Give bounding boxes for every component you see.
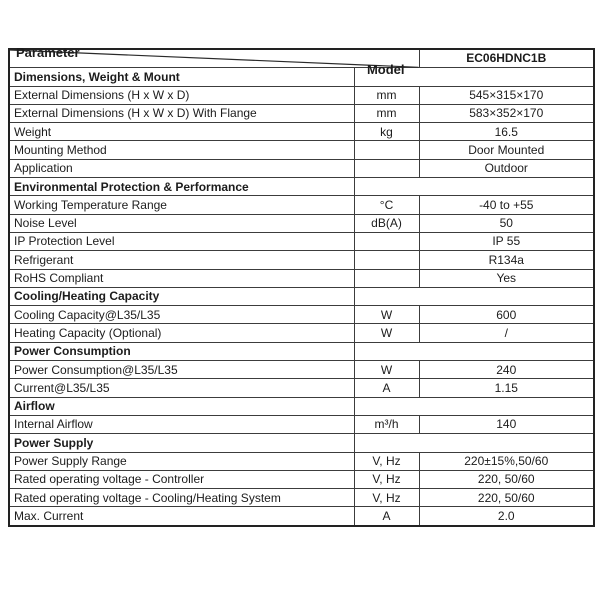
parameter-cell: Rated operating voltage - Controller	[9, 470, 354, 488]
table-row	[9, 324, 594, 342]
table-row	[9, 306, 594, 324]
section-row	[9, 397, 594, 415]
value-cell: 2.0	[419, 507, 594, 526]
section-title: Environmental Protection & Performance	[9, 178, 354, 196]
section-empty-cell	[354, 287, 594, 305]
value-cell: 220, 50/60	[419, 489, 594, 507]
section-empty-cell	[354, 342, 594, 360]
table-row	[9, 489, 594, 507]
unit-cell: A	[354, 507, 419, 526]
table-row	[9, 141, 594, 159]
unit-cell	[354, 159, 419, 177]
value-cell: R134a	[419, 251, 594, 269]
parameter-cell: External Dimensions (H x W x D) With Flange	[9, 104, 354, 122]
unit-cell: kg	[354, 123, 419, 141]
parameter-cell: Cooling Capacity@L35/L35	[9, 306, 354, 324]
table-row	[9, 470, 594, 488]
unit-cell: W	[354, 361, 419, 379]
section-row	[9, 178, 594, 196]
value-cell: 220±15%,50/60	[419, 452, 594, 470]
section-row	[9, 342, 594, 360]
value-cell: 220, 50/60	[419, 470, 594, 488]
table-row	[9, 507, 594, 526]
table-row	[9, 452, 594, 470]
header-parameter-label: Parameter	[16, 44, 80, 60]
parameter-cell: Internal Airflow	[9, 415, 354, 433]
unit-cell	[354, 251, 419, 269]
section-empty-cell	[354, 178, 594, 196]
parameter-cell: RoHS Compliant	[9, 269, 354, 287]
unit-cell	[354, 269, 419, 287]
section-title: Dimensions, Weight & Mount	[9, 68, 354, 86]
unit-cell: dB(A)	[354, 214, 419, 232]
parameter-cell: Working Temperature Range	[9, 196, 354, 214]
value-cell: Outdoor	[419, 159, 594, 177]
unit-cell: V, Hz	[354, 470, 419, 488]
section-title: Airflow	[9, 397, 354, 415]
parameter-cell: Power Consumption@L35/L35	[9, 361, 354, 379]
header-row	[9, 49, 594, 68]
section-row	[9, 434, 594, 452]
unit-cell: V, Hz	[354, 489, 419, 507]
unit-cell	[354, 232, 419, 250]
parameter-cell: Mounting Method	[9, 141, 354, 159]
section-title: Power Supply	[9, 434, 354, 452]
value-cell: 600	[419, 306, 594, 324]
section-empty-cell	[354, 434, 594, 452]
table-row	[9, 214, 594, 232]
parameter-cell: Rated operating voltage - Cooling/Heating System	[9, 489, 354, 507]
unit-cell: W	[354, 324, 419, 342]
unit-cell: m³/h	[354, 415, 419, 433]
section-row	[9, 287, 594, 305]
value-cell: -40 to +55	[419, 196, 594, 214]
table-row	[9, 159, 594, 177]
table-row	[9, 196, 594, 214]
value-cell: 16.5	[419, 123, 594, 141]
section-title: Power Consumption	[9, 342, 354, 360]
unit-cell: V, Hz	[354, 452, 419, 470]
unit-cell: W	[354, 306, 419, 324]
parameter-cell: Heating Capacity (Optional)	[9, 324, 354, 342]
table-row	[9, 379, 594, 397]
value-cell: 545×315×170	[419, 86, 594, 104]
value-cell: /	[419, 324, 594, 342]
table-row	[9, 361, 594, 379]
spec-table	[8, 44, 595, 527]
header-model-label: Model	[366, 62, 405, 77]
unit-cell: A	[354, 379, 419, 397]
parameter-cell: External Dimensions (H x W x D)	[9, 86, 354, 104]
unit-cell: mm	[354, 104, 419, 122]
value-cell: 140	[419, 415, 594, 433]
parameter-cell: Refrigerant	[9, 251, 354, 269]
table-row	[9, 269, 594, 287]
parameter-cell: Noise Level	[9, 214, 354, 232]
table-row	[9, 415, 594, 433]
value-cell: 1.15	[419, 379, 594, 397]
parameter-cell: IP Protection Level	[9, 232, 354, 250]
parameter-cell: Weight	[9, 123, 354, 141]
parameter-cell: Power Supply Range	[9, 452, 354, 470]
value-cell: 50	[419, 214, 594, 232]
value-cell: Door Mounted	[419, 141, 594, 159]
section-title: Cooling/Heating Capacity	[9, 287, 354, 305]
parameter-cell: Application	[9, 159, 354, 177]
table-row	[9, 104, 594, 122]
section-row	[9, 68, 594, 86]
section-empty-cell	[354, 397, 594, 415]
value-cell: 583×352×170	[419, 104, 594, 122]
header-model-value: EC06HDNC1B	[419, 49, 594, 68]
table-row	[9, 232, 594, 250]
unit-cell: °C	[354, 196, 419, 214]
value-cell: Yes	[419, 269, 594, 287]
table-row	[9, 251, 594, 269]
parameter-cell: Current@L35/L35	[9, 379, 354, 397]
table-row	[9, 123, 594, 141]
unit-cell: mm	[354, 86, 419, 104]
table-row	[9, 86, 594, 104]
value-cell: 240	[419, 361, 594, 379]
parameter-cell: Max. Current	[9, 507, 354, 526]
unit-cell	[354, 141, 419, 159]
value-cell: IP 55	[419, 232, 594, 250]
